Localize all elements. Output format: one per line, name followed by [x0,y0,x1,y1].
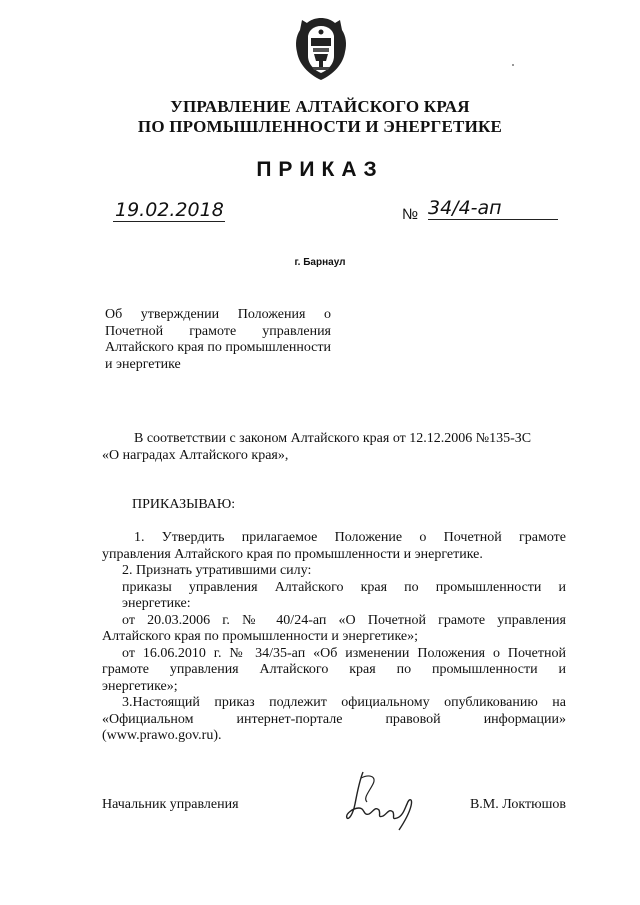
item2-line1: 2. Признать утратившими силу: [122,563,312,578]
item2-line6: от 16.06.2010 г. № 34/35-ап «Об изменении Положения о Почетной [122,645,566,661]
item2-line7: грамоте управления Алтайского края по промышленности и [102,662,566,677]
item2-line4: от 20.03.2006 г. № 40/24-ап «О Почетной грамоте управления [122,612,566,628]
city-label: г. Барнаул [294,257,346,268]
item2-line3: энергетике: [122,596,191,611]
organization-name-line2: ПО ПРОМЫШЛЕННОСТИ И ЭНЕРГЕТИКЕ [137,117,503,136]
signatory-name: В.М. Локтюшов [469,797,566,812]
item2-line2: приказы управления Алтайского края по промышленности и [122,579,566,595]
item1-line1: 1. Утвердить прилагаемое Положение о Почетной грамоте [134,530,566,545]
legal-basis-line2: «О наградах Алтайского края», [102,447,289,463]
order-items [102,530,566,745]
item3-line3: (www.prawo.gov.ru). [102,728,222,743]
handwritten-signature [333,768,425,838]
document-type-title: ПРИКАЗ [256,158,384,181]
order-subject: Об утверждении Положения о Почетной грамоте управления Алтайского края по промышленности и энергетике [105,307,331,372]
organization-name-line1: УПРАВЛЕНИЕ АЛТАЙСКОГО КРАЯ [170,97,470,116]
order-word: ПРИКАЗЫВАЮ: [132,497,236,512]
item1-line2: управления Алтайского края по промышленности и энергетике. [102,546,483,562]
order-number: 34/4-ап [428,197,558,220]
item2-line8: энергетике»; [102,678,178,694]
coat-of-arms-emblem [290,14,352,84]
signatory-position: Начальник управления [102,797,239,812]
legal-basis-line1: В соответствии с законом Алтайского края от 12.12.2006 №135-ЗС [134,431,532,446]
item3-line1: 3.Настоящий приказ подлежит официальному опубликованию на [122,695,566,710]
order-number-label: № [402,206,419,223]
scan-speck [512,64,514,66]
item2-line5: Алтайского края по промышленности и энергетике»; [102,629,419,644]
legal-basis [102,431,566,464]
item3-line2: «Официальном интернет-портале правовой информации» [102,711,566,727]
order-date: 19.02.2018 [115,199,224,221]
